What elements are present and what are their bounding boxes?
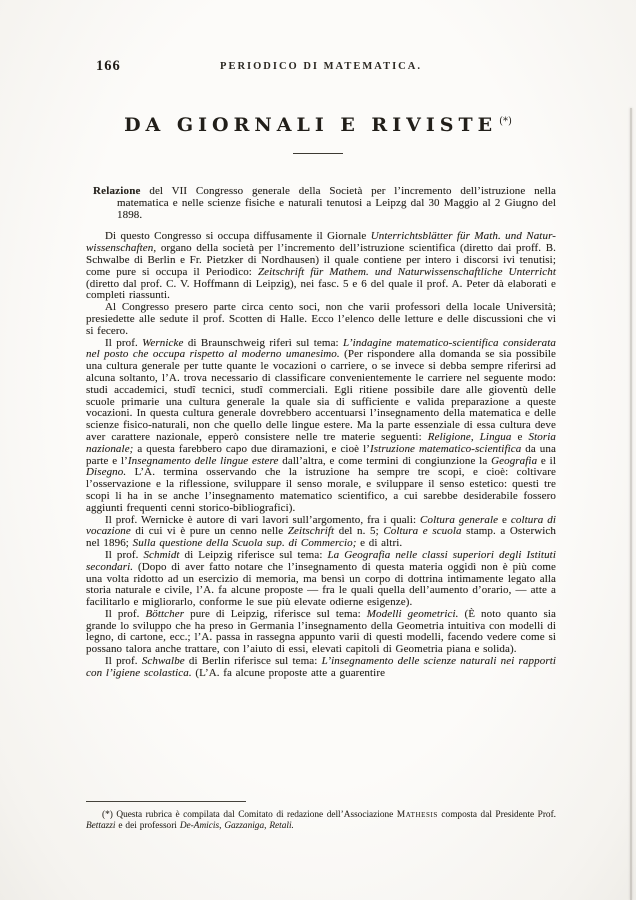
text-run: e di altri. xyxy=(356,537,403,550)
text-run: Coltura generale xyxy=(420,513,499,526)
page-number: 166 xyxy=(96,58,121,74)
footnote-paragraph xyxy=(86,810,556,832)
paragraph-congresso-giornale xyxy=(86,231,556,302)
footnote-marker: (*) xyxy=(499,116,512,127)
text-run: Il prof. xyxy=(105,336,143,349)
paragraph-wernicke-lavori xyxy=(86,515,556,550)
text-run: L’indagine matematico-scientifica considerata nel posto che occupa rispetto al moderno umanesimo. xyxy=(86,336,557,361)
text-run: (Per rispondere alla domanda se sia possibile una cultura generale per tutte quante le vocazioni o carriere, o se invece si debba sempre riferirsi ad alcuna soltanto, l’A. trova necessario di classificare convenientemente le carriere nel seguente modo: studi accademici, studî tecnici, studî commerciali. Egli ritiene possibile dare alle gioventù delle scuole primarie una cultura generale la quale sia di sufficiente e valida preparazione a queste vocazioni. In questa cultura generale dovrebbero accentuarsi l’insegnamento della matematica e delle scienze fisico-naturali, non che quello delle lingue estere. Ma la parte essenziale di essa cultura deve aver carattere nazionale, epperò consistere nelle tre materie seguenti: xyxy=(86,348,556,443)
running-header xyxy=(86,58,556,76)
journal-title: PERIODICO DI MATEMATICA. xyxy=(220,61,422,72)
text-run: Böttcher xyxy=(145,607,185,620)
paragraph-wernicke-tema xyxy=(86,338,556,515)
article-body xyxy=(86,186,556,680)
text-run: Relazione xyxy=(93,185,141,197)
text-run: Modelli geometrici. xyxy=(366,607,459,620)
text-run: Zeitschrift für Mathem. und Naturwissenschaftliche Unterricht xyxy=(257,265,556,278)
text-run: Il prof. xyxy=(105,548,144,561)
text-run: coltura di vocazione xyxy=(86,513,556,538)
text-run: Mathesis xyxy=(396,810,438,820)
text-run: dall’altra, e come termini di congiunzione la xyxy=(278,454,492,467)
relazione-heading-paragraph xyxy=(86,186,556,221)
text-run: Bettazzi xyxy=(86,821,116,831)
paragraph-schwalbe xyxy=(86,656,556,680)
text-run: Zeitschrift xyxy=(287,525,335,538)
text-run: Istruzione matematico-scientifica xyxy=(370,442,522,455)
text-run: e xyxy=(511,430,529,443)
text-run: Schwalbe xyxy=(141,655,185,668)
text-run: De-Amicis, Gazzaniga, Retali. xyxy=(179,821,294,831)
text-run: del VII Congresso generale della Società per l’incremento dell’istruzione nella matematica e nelle scienze fisiche e naturali tenutosi a Leipzg dal 30 Maggio al 2 Giugno del 1898. xyxy=(117,185,556,221)
scan-edge-artifact xyxy=(630,108,632,900)
text-run: Di questo Congresso si occupa diffusamente il Giornale xyxy=(105,230,371,243)
section-title-text: DA GIORNALI E RIVISTE xyxy=(124,114,498,136)
text-run: Storia nazionale; xyxy=(86,430,556,455)
text-run: (È noto quanto sia grande lo sviluppo che ha preso in Germania l’insegnamento della Geometria intuitiva con modelli di legno, di cartone, ecc.; l’A. passa in rassegna appunto varii di questi modelli, facendo vedere come si possano talora anche trattare, con l’aiuto di essi, elevati capitoli di Geometria piana e solida). xyxy=(86,607,556,656)
paragraph-partecipanti xyxy=(86,302,556,337)
text-run: e dei professori xyxy=(115,821,180,831)
text-run: L’A. termina osservando che la istruzione ha sempre tre scopi, e cioè: coltivare l’osservazione e la riflessione, sviluppare il senso morale, e sviluppare il senso estetico: questi tre scopi li ha in se anche l’insegnamento matematico scientifico, a cui sarebbe desiderabile fossero aggiunti frequenti cenni storico-bibliografici). xyxy=(86,466,556,514)
text-run: e il xyxy=(537,454,556,467)
text-run: Wernicke xyxy=(142,336,184,349)
text-run: (L’A. fa alcune proposte atte a guarentire xyxy=(191,666,386,679)
text-run: da una parte e l’ xyxy=(86,442,556,467)
text-run: Schmidt xyxy=(143,548,180,561)
text-run: Religione, Lingua xyxy=(427,430,512,443)
text-run: Geografia xyxy=(491,454,538,467)
text-run: a questa farebbero capo due diramazioni, e cioè l’ xyxy=(133,442,371,455)
text-run: stamp. a Osterwich nel 1896; xyxy=(86,525,556,550)
text-run: Disegno. xyxy=(86,466,127,479)
text-run: Al Congresso presero parte circa cento soci, non che varii professori della locale Università; presiedette alle sedute il prof. Scotten di Halle. Ecco l’elenco delle letture e delle discussioni che vi si fecero. xyxy=(86,301,556,337)
section-title xyxy=(0,114,636,136)
text-run: composta dal Presidente Prof. xyxy=(437,810,557,820)
text-run: pure di Leipzig, riferisce sul tema: xyxy=(184,607,367,620)
text-run: Coltura e scuola xyxy=(383,525,462,538)
text-run: Il prof. xyxy=(105,655,142,668)
footnote-divider xyxy=(86,801,246,802)
text-run: Sulla questione della Scuola sup. di Commercio; xyxy=(132,537,357,550)
text-run: Insegnamento delle lingue estere xyxy=(127,454,279,467)
text-run: di cui vi è pure un cenno nelle xyxy=(130,525,288,538)
title-divider xyxy=(293,153,343,154)
text-run: (diretto dal prof. C. V. Hoffmann di Leipzig), nei fasc. 5 e 6 del quale il prof. A. Peter dà elaborati e completi riassunti. xyxy=(86,277,556,302)
text-run: , organo della società per l’incremento dell’istruzione scientifica (diretto dai proff. B. Schwalbe di Berlin e Fr. Pietzker di Nordhausen) il quale contiene per intero i discorsi ivi tenutisi; come pure si occupa il Periodico: xyxy=(86,242,556,278)
footnote xyxy=(86,810,556,832)
text-run: del n. 5; xyxy=(334,525,384,538)
text-run: di Leipzig riferisce sul tema: xyxy=(179,548,328,561)
paragraph-boettcher xyxy=(86,609,556,656)
text-run: Unterrichtsblätter für Math. und Natur-wissenschaften xyxy=(86,230,556,255)
text-run: La Geografia nelle classi superiori degli Istituti secondari. xyxy=(86,548,556,573)
text-run: Il prof. xyxy=(105,607,146,620)
text-run: e xyxy=(498,513,511,526)
text-run: di Braunschweig riferì sul tema: xyxy=(183,336,344,349)
text-run: (*) Questa rubrica è compilata dal Comitato di redazione dell’Associazione xyxy=(102,810,397,820)
text-run: di Berlin riferisce sul tema: xyxy=(184,655,322,668)
text-run: L’insegnamento delle scienze naturali nei rapporti con l’igiene scolastica. xyxy=(86,655,557,679)
text-run: (Dopo di aver fatto notare che l’insegnamento di questa materia oggidì non è più come una volta ridotto ad un esercizio di memoria, ma bensì un corpo di dottrina intimamente legato alla storia naturale e civile, l’A. fa alcune proposte — fra le quali quella dell’aumento d’orario, — atte a facilitarlo e migliorarlo, conforme le sue più elevate odierne esigenze). xyxy=(86,560,556,609)
text-run: Il prof. Wernicke è autore di vari lavori sull’argomento, fra i quali: xyxy=(105,513,421,526)
paragraph-schmidt xyxy=(86,550,556,609)
